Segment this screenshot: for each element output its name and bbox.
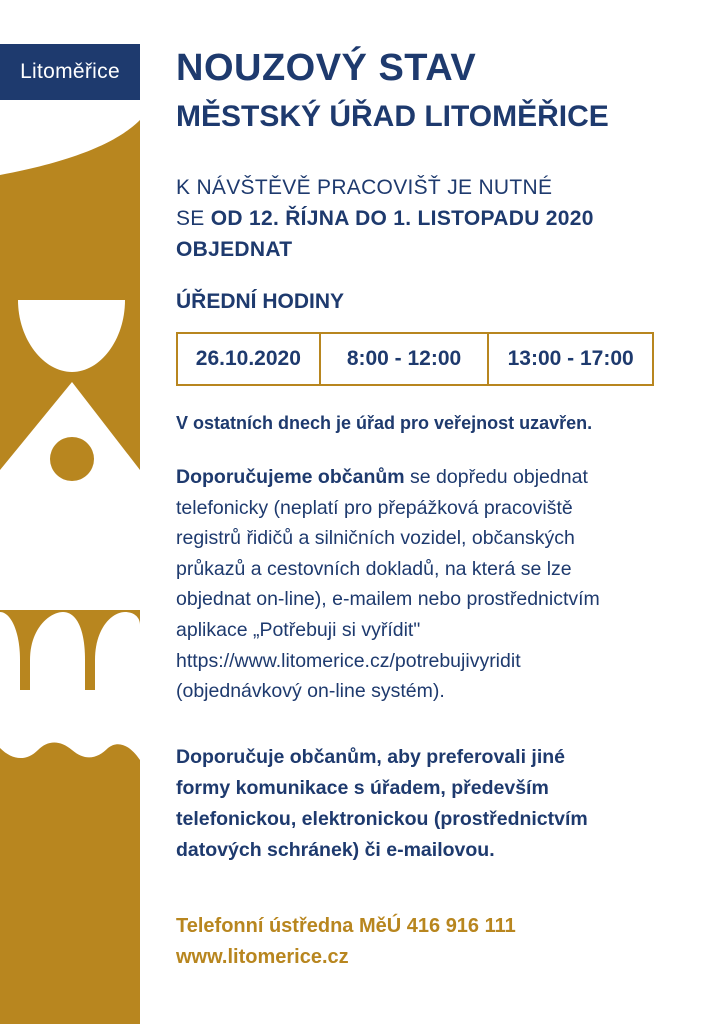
recommend-line: průkazů a cestovních dokladů, na která se lze [176,557,572,580]
recommend-line: objednat on-line), e-mailem nebo prostřednictvím [176,588,600,611]
recommend-lead: Doporučujeme občanům [176,466,405,488]
logo-text: Litoměřice [20,60,120,83]
communication-recommendation [176,742,588,866]
visit-line-3 [176,234,594,265]
hours-date: 26.10.2020 [178,334,321,384]
office-hours-table [176,332,654,386]
visit-notice [176,172,594,265]
decorative-side-artwork [0,0,140,1024]
visit-line-2-prefix: SE [176,207,211,230]
contact-block [176,911,516,973]
city-logo [0,44,140,100]
recommend-line: aplikace „Potřebuji si vyřídit" [176,618,421,641]
visit-dates: OD 12. ŘÍJNA DO 1. LISTOPADU 2020 [210,207,594,230]
hours-afternoon: 13:00 - 17:00 [507,347,634,370]
page-subtitle: MĚSTSKÝ ÚŘAD LITOMĚŘICE [176,100,609,133]
recommendation-paragraph [176,462,696,707]
recommend-line-1-rest: se dopředu objednat [404,466,588,488]
visit-line-2 [176,203,594,234]
booking-url[interactable]: https://www.litomerice.cz/potrebujivyridit [176,649,521,672]
contact-phone: Telefonní ústředna MěÚ 416 916 111 [176,915,516,937]
office-hours-title: ÚŘEDNÍ HODINY [176,290,345,313]
communication-line: Doporučuje občanům, aby preferovali jiné [176,746,566,768]
recommend-line: (objednávkový on-line systém). [176,680,445,703]
recommend-line-1 [176,462,696,493]
communication-line: telefonickou, elektronickou (prostřednictvím [176,808,588,830]
communication-line: datových schránek) či e-mailovou. [176,839,495,861]
page-title: NOUZOVÝ STAV [176,47,477,89]
communication-line: formy komunikace s úřadem, především [176,777,549,799]
visit-action: OBJEDNAT [176,238,293,261]
visit-line-1: K NÁVŠTĚVĚ PRACOVIŠŤ JE NUTNÉ [176,176,553,199]
recommend-line: registrů řidičů a silničních vozidel, občanských [176,527,575,550]
recommend-line: telefonicky (neplatí pro přepážková pracoviště [176,496,573,519]
closed-note: V ostatních dnech je úřad pro veřejnost uzavřen. [176,413,593,433]
hours-morning: 8:00 - 12:00 [321,334,490,384]
contact-website-link[interactable]: www.litomerice.cz [176,946,349,968]
